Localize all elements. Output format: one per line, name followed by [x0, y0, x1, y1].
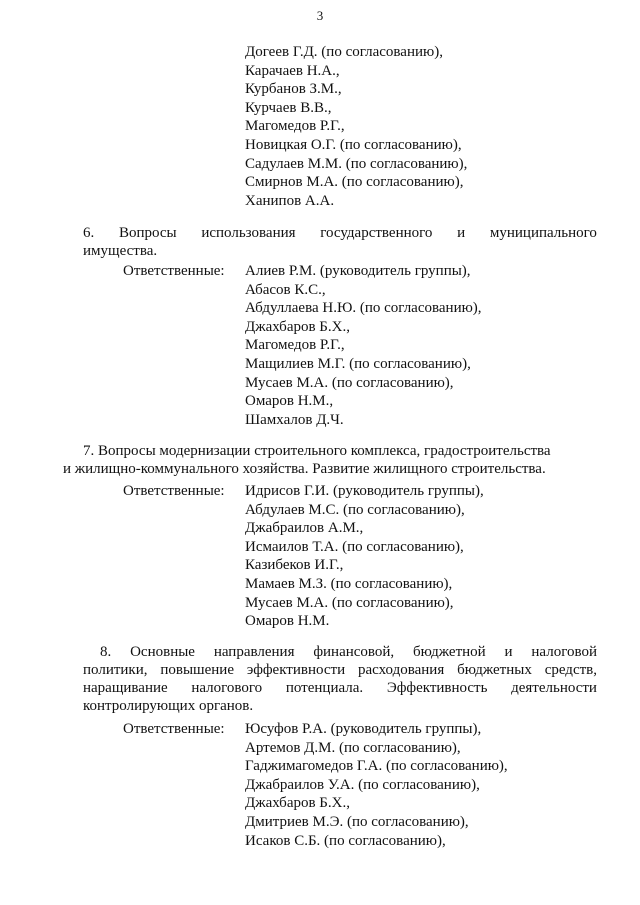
heading-word: направления — [213, 644, 295, 660]
member-item: Курбанов З.М., — [245, 81, 342, 98]
section-8-heading-line-4: контролирующих органов. — [83, 698, 254, 714]
top-member-list — [245, 43, 467, 210]
heading-word: потенциала. — [285, 680, 364, 696]
member-item: Мамаев М.З. (по согласованию), — [245, 575, 453, 592]
section-7-member-list — [245, 482, 484, 631]
section-6-responsible-label: Ответственные: — [123, 263, 225, 279]
member-item: Юсуфов Р.А. (руководитель группы), — [245, 721, 482, 737]
member-item: Абдулаев М.С. (по согласованию), — [245, 501, 465, 518]
member-item: Омаров Н.М. — [245, 613, 330, 630]
section-8-member-list — [245, 720, 508, 850]
section-8-responsible-label: Ответственные: — [123, 721, 225, 737]
member-item: Новицкая О.Г. (по согласованию), — [245, 136, 462, 153]
member-item: Казибеков И.Г., — [245, 557, 344, 574]
member-item: Мусаев М.А. (по согласованию), — [245, 594, 454, 611]
member-item: Карачаев Н.А., — [245, 62, 340, 79]
member-item: Джахбаров Б.Х., — [245, 318, 350, 335]
heading-word: Основные — [130, 644, 195, 660]
member-item: Гаджимагомедов Г.А. (по согласованию), — [245, 758, 508, 775]
section-7-heading — [63, 442, 597, 478]
section-8-heading-line-1 — [100, 643, 597, 661]
heading-word: и — [504, 644, 513, 660]
section-8-heading-line-2: политики, повышение эффективности расходования бюджетных средств, — [83, 662, 597, 678]
member-item: Джабраилов А.М., — [245, 520, 364, 537]
heading-word: налогового — [191, 680, 263, 696]
heading-word: наращивание — [83, 680, 168, 696]
member-item: Смирнов М.А. (по согласованию), — [245, 174, 464, 191]
heading-word: 8. — [100, 644, 112, 660]
member-item: Ханипов А.А. — [245, 192, 335, 209]
member-item: Омаров Н.М., — [245, 393, 334, 410]
member-item: Курчаев В.В., — [245, 99, 332, 116]
member-item: Мусаев М.А. (по согласованию), — [245, 374, 454, 391]
member-item: Магомедов Р.Г., — [245, 118, 345, 135]
member-item: Джахбаров Б.Х., — [245, 795, 350, 812]
section-6-heading-line-2: имущества. — [83, 243, 158, 259]
section-7-responsible-label: Ответственные: — [123, 483, 225, 499]
section-8-heading-line-3 — [83, 679, 597, 697]
member-item: Абдуллаева Н.Ю. (по согласованию), — [245, 300, 482, 317]
member-item: Идрисов Г.И. (руководитель группы), — [245, 483, 484, 499]
section-6-heading — [83, 224, 597, 260]
member-item: Джабраилов У.А. (по согласованию), — [245, 776, 480, 793]
heading-word: использования — [201, 225, 296, 241]
heading-word: Вопросы — [118, 225, 177, 241]
section-7-heading-line-2: и жилищно-коммунального хозяйства. Развитие жилищного строительства. — [63, 461, 546, 477]
member-item: Догеев Г.Д. (по согласованию), — [245, 44, 443, 60]
member-item: Исмаилов Т.А. (по согласованию), — [245, 538, 464, 555]
member-item: Шамхалов Д.Ч. — [245, 411, 344, 428]
member-item: Дмитриев М.Э. (по согласованию), — [245, 813, 469, 830]
section-6-member-list — [245, 262, 482, 429]
heading-word: и — [457, 225, 466, 241]
member-item: Артемов Д.М. (по согласованию), — [245, 739, 461, 756]
section-7-heading-line-1: 7. Вопросы модернизации строительного комплекса, градостроительства — [83, 443, 551, 459]
section-6-heading-line-1 — [83, 224, 597, 242]
member-item: Алиев Р.М. (руководитель группы), — [245, 263, 471, 279]
heading-word: Эффективность — [386, 680, 488, 696]
section-8-heading — [83, 643, 597, 715]
heading-word: 6. — [83, 225, 95, 241]
member-item: Магомедов Р.Г., — [245, 337, 345, 354]
heading-word: бюджетной — [413, 644, 486, 660]
member-item: Садулаев М.М. (по согласованию), — [245, 155, 468, 172]
page-number: 3 — [316, 8, 324, 23]
member-item: Исаков С.Б. (по согласованию), — [245, 832, 446, 849]
heading-word: налоговой — [531, 644, 597, 660]
heading-word: государственного — [320, 225, 433, 241]
heading-word: деятельности — [511, 680, 597, 696]
heading-word: финансовой, — [313, 644, 395, 660]
member-item: Абасов К.С., — [245, 281, 326, 298]
heading-word: муниципального — [489, 225, 597, 241]
member-item: Мащилиев М.Г. (по согласованию), — [245, 355, 471, 372]
